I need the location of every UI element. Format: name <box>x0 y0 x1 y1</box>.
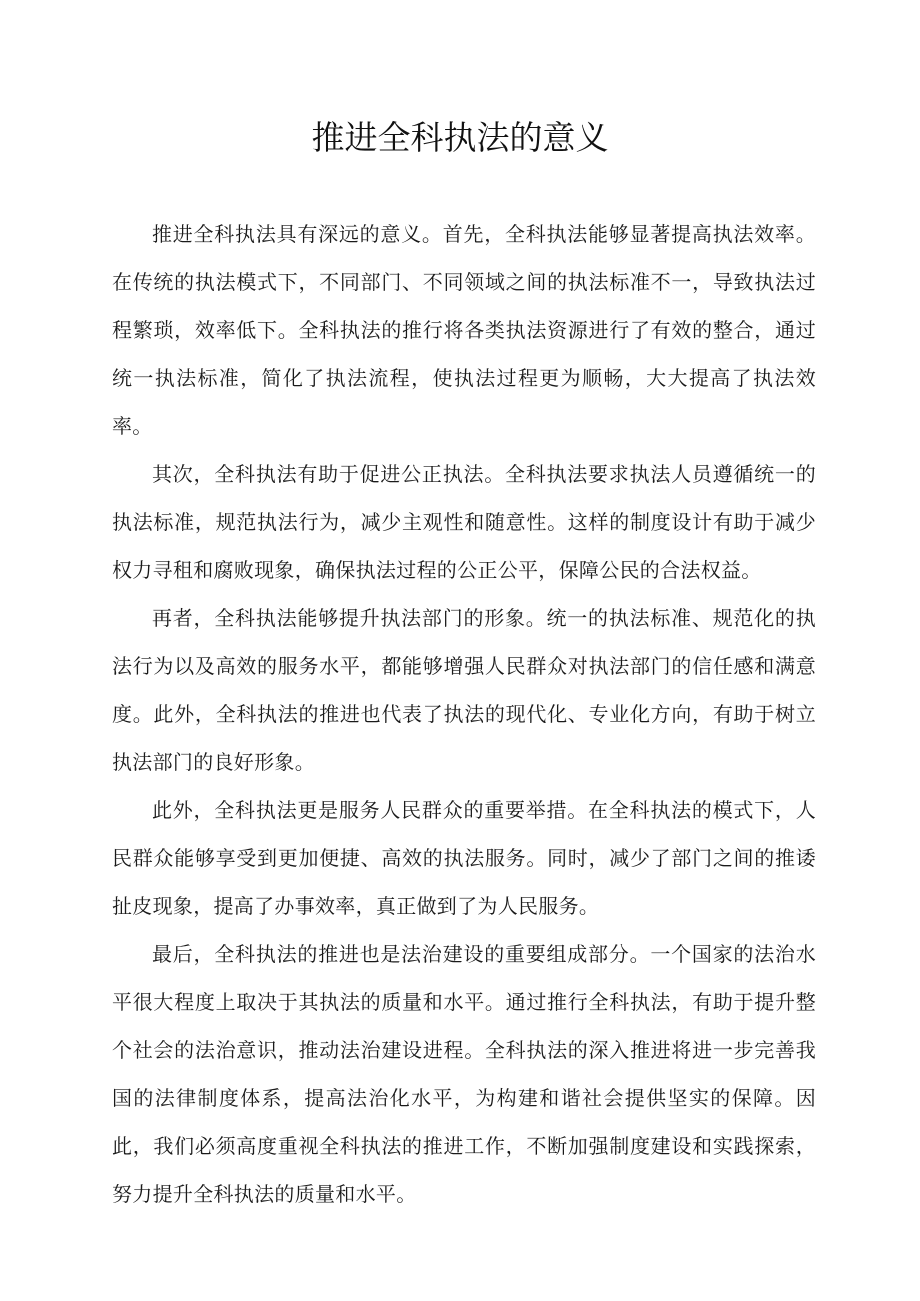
paragraph-3: 再者，全科执法能够提升执法部门的形象。统一的执法标准、规范化的执法行为以及高效的服务水平，都能够增强人民群众对执法部门的信任感和满意度。此外，全科执法的推进也代表了执法的现代化、专业化方向，有助于树立执法部门的良好形象。 <box>112 606 816 774</box>
paragraph-2: 其次，全科执法有助于促进公正执法。全科执法要求执法人员遵循统一的执法标准，规范执法行为，减少主观性和随意性。这样的制度设计有助于减少权力寻租和腐败现象，确保执法过程的公正公平，保障公民的合法权益。 <box>112 462 816 582</box>
paragraph-1: 推进全科执法具有深远的意义。首先，全科执法能够显著提高执法效率。在传统的执法模式下，不同部门、不同领域之间的执法标准不一，导致执法过程繁琐，效率低下。全科执法的推行将各类执法资源进行了有效的整合，通过统一执法标准，简化了执法流程，使执法过程更为顺畅，大大提高了执法效率。 <box>112 222 816 438</box>
document-body <box>112 210 816 1218</box>
paragraph-5: 最后，全科执法的推进也是法治建设的重要组成部分。一个国家的法治水平很大程度上取决于其执法的质量和水平。通过推行全科执法，有助于提升整个社会的法治意识，推动法治建设进程。全科执法的深入推进将进一步完善我国的法律制度体系，提高法治化水平，为构建和谐社会提供坚实的保障。因此，我们必须高度重视全科执法的推进工作，不断加强制度建设和实践探索，努力提升全科执法的质量和水平。 <box>112 942 816 1206</box>
document-title: 推进全科执法的意义 <box>311 118 609 157</box>
paragraph-4: 此外，全科执法更是服务人民群众的重要举措。在全科执法的模式下，人民群众能够享受到更加便捷、高效的执法服务。同时，减少了部门之间的推诿扯皮现象，提高了办事效率，真正做到了为人民服务。 <box>112 798 816 918</box>
